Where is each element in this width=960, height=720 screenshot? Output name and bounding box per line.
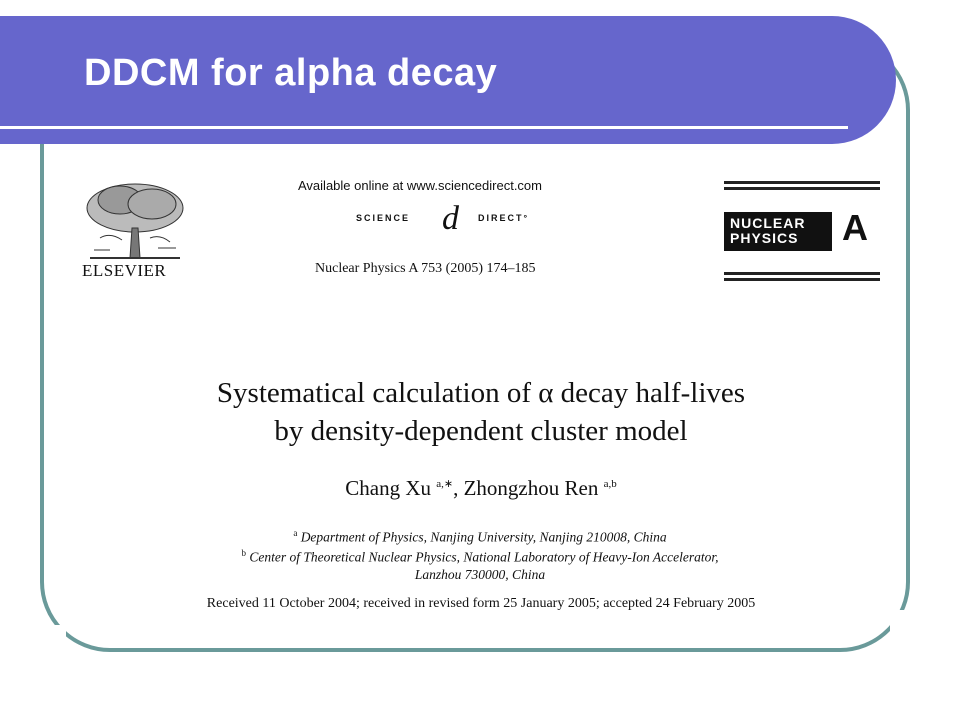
- affiliation-text: Center of Theoretical Nuclear Physics, National Laboratory of Heavy-Ion Accelerator,: [246, 549, 719, 565]
- journal-logo-rule-bottom2: [724, 278, 880, 281]
- elsevier-wordmark: ELSEVIER: [82, 261, 167, 280]
- affiliation-a: [150, 528, 810, 546]
- sciencedirect-right-word: DIRECT°: [478, 213, 530, 223]
- journal-logo-letter: A: [842, 207, 868, 248]
- slide-title: DDCM for alpha decay: [84, 52, 498, 94]
- journal-logo-line2: PHYSICS: [730, 230, 799, 246]
- sciencedirect-left-word: SCIENCE: [356, 213, 411, 223]
- journal-logo-line1: NUCLEAR: [730, 215, 806, 231]
- paper-title-line2: by density-dependent cluster model: [274, 415, 688, 447]
- sciencedirect-logo: [356, 200, 566, 239]
- affiliation-mark: b: [241, 548, 247, 558]
- paper-title-line1: Systematical calculation of α decay half-lives: [216, 377, 746, 409]
- affiliation-b: [150, 548, 810, 566]
- author-name: Zhongzhou Ren: [463, 476, 604, 500]
- author-name: Chang Xu: [345, 476, 437, 500]
- frame-gap-right: [890, 610, 920, 650]
- journal-logo-rule-bottom: [724, 272, 880, 275]
- journal-logo-rule-top2: [724, 187, 880, 190]
- available-online-text: Available online at www.sciencedirect.com: [298, 178, 542, 193]
- author-affiliation-mark: a,b: [603, 478, 617, 490]
- author-affiliation-mark: a,∗: [436, 478, 454, 490]
- journal-logo-box: [724, 212, 832, 251]
- sciencedirect-mark-icon: d: [442, 200, 459, 237]
- affiliation-mark: a: [293, 528, 298, 538]
- author-separator: ,: [453, 476, 464, 500]
- frame-gap-left: [36, 625, 66, 665]
- affiliation-text: Department of Physics, Nanjing University, Nanjing 210008, China: [297, 529, 667, 545]
- paper-authors: [120, 476, 842, 501]
- affiliation-b-line2: Lanzhou 730000, China: [414, 567, 546, 582]
- received-dates: Received 11 October 2004; received in revised form 25 January 2005; accepted 24 February 2005: [206, 596, 756, 611]
- journal-logo-rule-top: [724, 181, 880, 184]
- banner-divider: [0, 126, 848, 129]
- paper-title: [120, 374, 842, 450]
- journal-reference: Nuclear Physics A 753 (2005) 174–185: [315, 261, 536, 276]
